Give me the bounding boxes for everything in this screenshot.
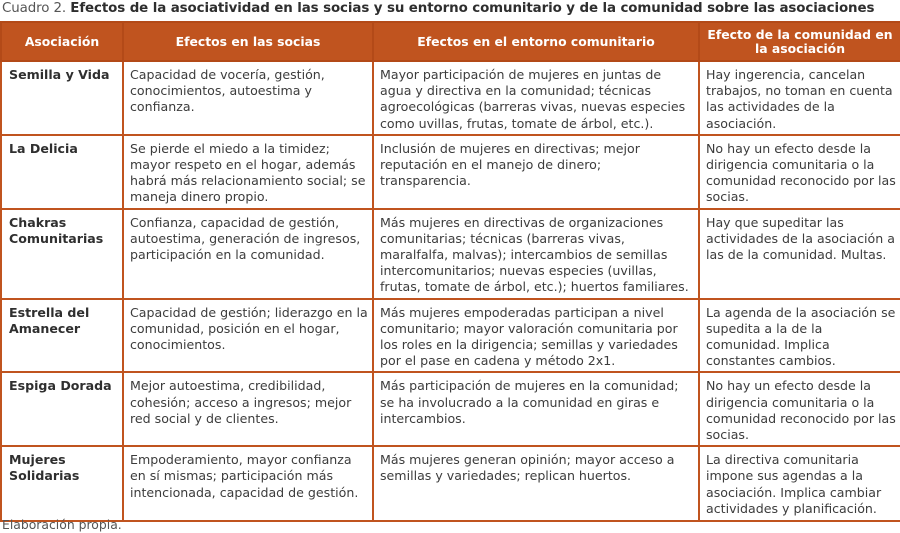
- source-note: Elaboración propia.: [2, 517, 122, 532]
- table-caption: [2, 0, 874, 18]
- cell-socias: Capacidad de vocería, gestión, conocimientos, autoestima y confianza.: [123, 61, 373, 135]
- cell-entorno: Inclusión de mujeres en directivas; mejor reputación en el manejo de dinero; transparencia.: [373, 135, 699, 209]
- cell-entorno: Más participación de mujeres en la comunidad; se ha involucrado a la comunidad en giras e intercambios.: [373, 372, 699, 446]
- cell-asociacion: La Delicia: [1, 135, 123, 209]
- caption-label: Cuadro 2.: [2, 1, 67, 16]
- cell-comunidad: La agenda de la asociación se supedita a la de la comunidad. Implica constantes cambios.: [699, 299, 900, 373]
- header-row: [1, 22, 900, 61]
- table-row: [1, 209, 900, 299]
- cell-entorno: Más mujeres en directivas de organizaciones comunitarias; técnicas (barreras vivas, maralfalfa, malvas); intercambios de semillas intercomunitarios; nuevas especies (uvillas, frutas, tomate de árbol, etc.); huertos familiares.: [373, 209, 699, 299]
- cell-comunidad: No hay un efecto desde la dirigencia comunitaria o la comunidad reconocido por las socias.: [699, 372, 900, 446]
- cell-comunidad: Hay que supeditar las actividades de la asociación a las de la comunidad. Multas.: [699, 209, 900, 299]
- cell-asociacion: Semilla y Vida: [1, 61, 123, 135]
- cell-entorno: Más mujeres empoderadas participan a nivel comunitario; mayor valoración comunitaria por los roles en la dirigencia; semillas y variedades por el pase en cadena y método 2x1.: [373, 299, 699, 373]
- table-row: [1, 372, 900, 446]
- cell-socias: Mejor autoestima, credibilidad, cohesión; acceso a ingresos; mejor red social y de clientes.: [123, 372, 373, 446]
- cell-asociacion: Espiga Dorada: [1, 372, 123, 446]
- cell-entorno: Más mujeres generan opinión; mayor acceso a semillas y variedades; replican huertos.: [373, 446, 699, 521]
- header-efecto-comunidad: Efecto de la comunidad en la asociación: [699, 22, 900, 61]
- cell-asociacion: Estrella del Amanecer: [1, 299, 123, 373]
- table-row: [1, 446, 900, 521]
- table-row: [1, 135, 900, 209]
- cell-comunidad: No hay un efecto desde la dirigencia comunitaria o la comunidad reconocido por las socias.: [699, 135, 900, 209]
- cell-socias: Empoderamiento, mayor confianza en sí mismas; participación más intencionada, capacidad de gestión.: [123, 446, 373, 521]
- cell-socias: Se pierde el miedo a la timidez; mayor respeto en el hogar, además habrá más relacionamiento social; se maneja dinero propio.: [123, 135, 373, 209]
- header-efectos-socias: Efectos en las socias: [123, 22, 373, 61]
- table-row: [1, 299, 900, 373]
- table-row: [1, 61, 900, 135]
- cell-socias: Confianza, capacidad de gestión, autoestima, generación de ingresos, participación en la comunidad.: [123, 209, 373, 299]
- cell-socias: Capacidad de gestión; liderazgo en la comunidad, posición en el hogar, conocimientos.: [123, 299, 373, 373]
- caption-title: Efectos de la asociatividad en las socias y su entorno comunitario y de la comunidad sobre las asociaciones: [70, 1, 875, 16]
- header-efectos-entorno: Efectos en el entorno comunitario: [373, 22, 699, 61]
- cell-comunidad: Hay ingerencia, cancelan trabajos, no toman en cuenta las actividades de la asociación.: [699, 61, 900, 135]
- effects-table: [0, 21, 900, 522]
- header-asociacion: Asociación: [1, 22, 123, 61]
- cell-comunidad: La directiva comunitaria impone sus agendas a la asociación. Implica cambiar actividades y planificación.: [699, 446, 900, 521]
- cell-asociacion: Chakras Comunitarias: [1, 209, 123, 299]
- cell-entorno: Mayor participación de mujeres en juntas de agua y directiva en la comunidad; técnicas agroecológicas (barreras vivas, nuevas especies como uvillas, frutas, tomate de árbol, etc.).: [373, 61, 699, 135]
- cell-asociacion: Mujeres Solidarias: [1, 446, 123, 521]
